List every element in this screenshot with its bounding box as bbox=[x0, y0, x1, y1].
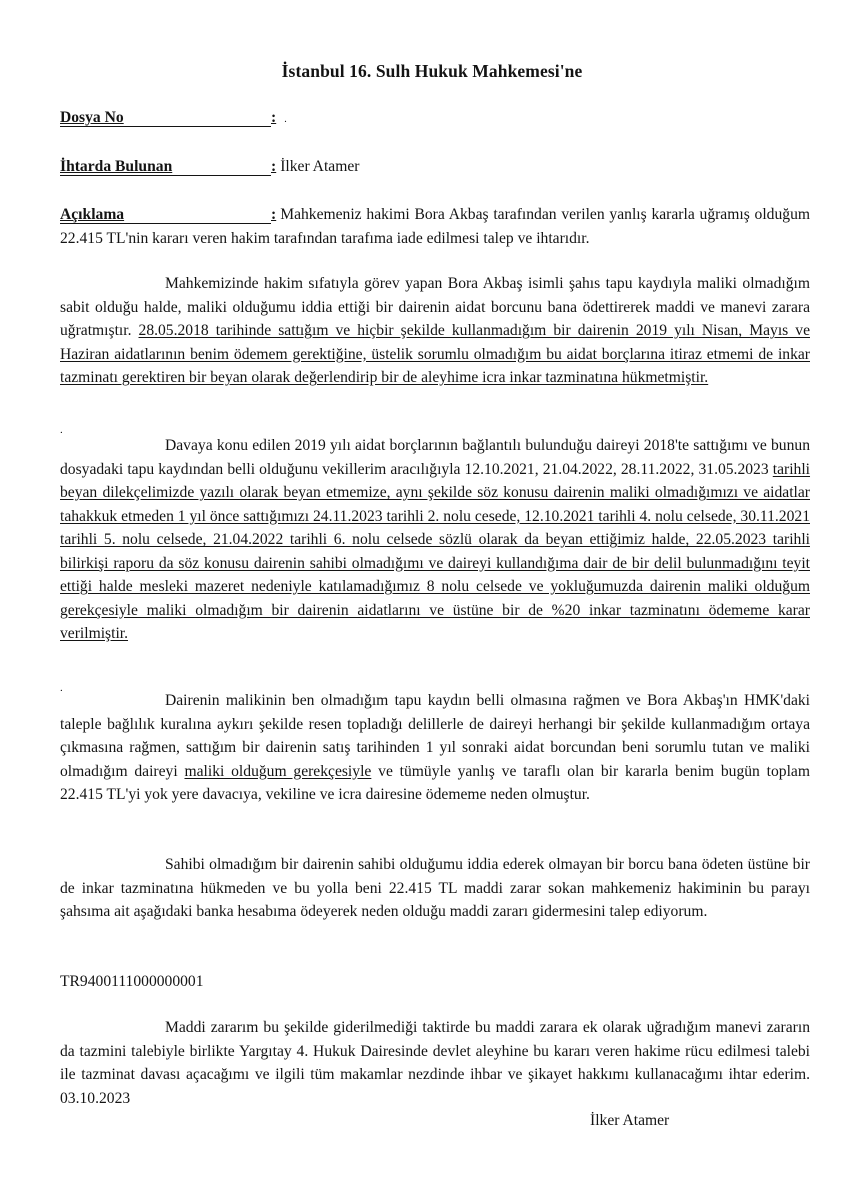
ihtarda-bulunan-label: İhtarda Bulunan bbox=[60, 158, 271, 176]
dosya-no-label: Dosya No bbox=[60, 109, 271, 127]
stray-mark: . bbox=[60, 682, 63, 694]
paragraph-1-plain: Mahkemizinde hakim sıfatıyla görev yapan Bora Akbaş isimli şahıs tapu kaydıyla maliki olmadığım sabit olduğu halde, maliki olduğumu iddia ettiği bir dairenin aidat borcunu bana ödettirerek maddi ve manevi zarara uğratmıştır. bbox=[60, 275, 810, 339]
signature-name: İlker Atamer bbox=[590, 1112, 670, 1129]
dosya-no-row bbox=[60, 106, 820, 132]
court-title: İstanbul 16. Sulh Hukuk Mahkemesi'ne bbox=[281, 61, 583, 81]
stray-mark: . bbox=[60, 424, 63, 436]
aciklama-row bbox=[60, 203, 810, 250]
paragraph-3-before: Dairenin malikinin ben olmadığım tapu kaydın belli olmasına rağmen ve Bora Akbaş'ın HMK'daki taleple bağlılık kuralına aykırı şekilde resen topladığı delillerle de daireyi herhangi bir şekilde kullanmadığım ortaya çıkmasına rağmen, sattığım bir dairenin satış tarihinden 1 yıl sonraki aidat borcundan beni sorumlu tutan ve maliki olmadığım daireyi bbox=[60, 692, 810, 780]
paragraph-1-underlined: 28.05.2018 tarihinde sattığım ve hiçbir şekilde kullanmadığım bir dairenin 2019 yılı Nisan, Mayıs ve Haziran aidatlarının benim ödemem gerektiğine, üstelik sorumlu olmadığım bu aidat borçlarına itiraz etmemi de inkar tazminatı gerektiren bir beyan olarak değerlendirip bir de aleyhime icra inkar tazminatına hükmetmiştir. bbox=[60, 322, 810, 386]
paragraph-3 bbox=[60, 689, 810, 807]
paragraph-5: Maddi zararım bu şekilde giderilmediği taktirde bu maddi zarara ek olarak uğradığım manevi zararın da tazmini talebiyle birlikte Yargıtay 4. Hukuk Dairesinde devlet aleyhine bu kararı veren hakime rücu edilmesi talebi ile tazminat davası açacağımı ve ilgili tüm makamlar nezdinde ihbar ve şikayet hakkımı kullanacağımı ihtar ederim. 03.10.2023 bbox=[60, 1019, 810, 1107]
paragraph-1 bbox=[60, 272, 810, 390]
ihtarda-bulunan-value: İlker Atamer bbox=[280, 158, 360, 175]
iban-number: TR9400111000000001 bbox=[60, 973, 204, 990]
paragraph-3-underlined: maliki olduğum gerekçesiyle bbox=[184, 762, 372, 780]
dosya-no-colon: : bbox=[271, 109, 277, 126]
ihtarda-bulunan-colon: : bbox=[271, 158, 277, 175]
paragraph-3-after: ve tümüyle yanlış ve taraflı olan bir kararla benim bugün toplam 22.415 TL'yi yok yere davacıya, vekiline ve icra dairesine ödememe neden olmuştur. bbox=[60, 762, 810, 803]
dosya-no-value: . bbox=[284, 114, 287, 125]
aciklama-label: Açıklama bbox=[60, 206, 271, 224]
aciklama-text: Mahkemeniz hakimi Bora Akbaş tarafından verilen yanlış kararla uğramış olduğum 22.415 TL'nin kararı veren hakim tarafından tarafıma iade edilmesi talep ve ihtarıdır. bbox=[60, 206, 810, 247]
paragraph-4: Sahibi olmadığım bir dairenin sahibi olduğumu iddia ederek olmayan bir borcu bana ödeten üstüne bir de inkar tazminatına hükmeden ve bu yolla beni 22.415 TL maddi zarar sokan mahkemeniz hakiminin bu parayı şahsıma ait aşağıdaki banka hesabıma ödeyerek neden olduğu maddi zararı gidermesini talep ediyorum. bbox=[60, 856, 810, 920]
ihtarda-bulunan-row bbox=[60, 155, 820, 179]
paragraph-2-plain: Davaya konu edilen 2019 yılı aidat borçlarının bağlantılı bulunduğu daireyi 2018'te sattığımı ve bunun dosyadaki tapu kaydından belli olduğunu vekillerim aracılığıyla 12.10.2021, 21.04.2022, 28.11.2022, 31.05.2023 bbox=[60, 437, 810, 478]
aciklama-colon: : bbox=[271, 206, 277, 223]
paragraph-2-underlined: tarihli beyan dilekçelimizde yazılı olarak beyan etmemize, aynı şekilde söz konusu dairenin maliki olmadığımızı ve aidatlar tahakkuk etmeden 1 yıl önce sattığımızı 24.11.2023 tarihli 2. nolu cesede, 12.10.2021 tarihli 4. nolu celsede, 30.11.2021 tarihli 5. nolu celsede, 21.04.2022 tarihli 6. nolu celsede sözlü olarak da beyan ettiğimiz halde, 22.05.2023 tarihli bilirkişi raporu da söz konusu dairenin sahibi olmadığımı ve daireyi kullandığıma dair de bir delil bulunmadığını teyit ettiği halde mesleki mazeret nedeniyle katılamadığımız 8 nolu celsede ve yokluğumuzda dairenin maliki olduğum gerekçesiyle maliki olmadığım bir dairenin aidatlarını ve üstüne bir de %20 inkar tazminatını ödememe karar verilmiştir. bbox=[60, 460, 811, 642]
paragraph-2 bbox=[60, 434, 810, 646]
